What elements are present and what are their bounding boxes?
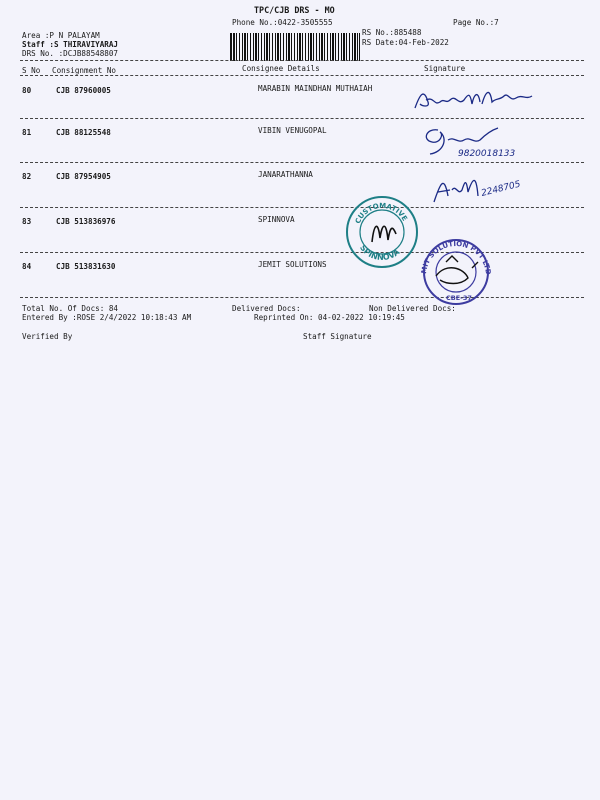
handwritten-phone: 9820018133 [458,149,516,159]
row-sno: 81 [22,128,32,137]
divider [20,297,584,298]
row-consignment: CJB 88125548 [56,128,111,137]
divider [20,118,584,119]
stamp-city-text: CBE-37 [446,294,472,302]
delivered-docs: Delivered Docs: [232,304,301,313]
row-consignee: SPINNOVA [258,215,295,224]
column-header-consignee: Consignee Details [242,64,320,73]
column-header-consignment: Consignment No [52,66,117,75]
row-consignment: CJB 513836976 [56,217,116,226]
stamp-text-bottom: SPINNOVA [357,243,402,263]
row-sno: 80 [22,86,32,95]
entered-by: Entered By :ROSE 2/4/2022 10:18:43 AM [22,313,192,322]
reprinted-on: Reprinted On: 04-02-2022 10:19:45 [254,313,405,322]
row-consignee: JEMIT SOLUTIONS [258,260,327,269]
document-title: TPC/CJB DRS - MO [254,5,335,15]
page-number: Page No.:7 [453,18,499,27]
column-header-signature: Signature [424,64,466,73]
divider [20,75,584,76]
row-consignment: CJB 87960005 [56,86,111,95]
row-consignee: MARABIN MAINDHAN MUTHAIAH [258,84,373,93]
company-stamp-spinnova [344,194,420,270]
stamp-ring-text: MIT SOLUTION PVT LTD [419,239,493,276]
row-sno: 84 [22,262,32,271]
divider [20,60,584,61]
staff-signature-label: Staff Signature [303,332,372,341]
svg-text:SPINNOVA [358,243,402,262]
staff-label: Staff :S THIRAVIYARAJ [22,40,119,49]
handwritten-number: 2248705 [480,179,522,199]
row-sno: 83 [22,217,32,226]
drs-number: DRS No. :DCJB88548807 [22,49,119,58]
barcode [230,33,360,61]
verified-by-label: Verified By [22,332,73,341]
column-header-sno: S No [22,66,41,75]
signature-row-80 [412,82,538,116]
row-sno: 82 [22,172,32,181]
divider [20,252,584,253]
total-docs: Total No. Of Docs: 84 [22,304,119,313]
row-consignment: CJB 87954905 [56,172,111,181]
row-consignee: JANARATHANNA [258,170,313,179]
signature-row-82 [430,166,560,210]
phone-number: Phone No.:0422-3505555 [232,18,333,27]
rs-number: RS No.:885488 [362,28,422,37]
stamp-text-top: CUSTOMATIVE [353,201,409,225]
row-consignment: CJB 513831630 [56,262,116,271]
svg-text:CUSTOMATIVE [354,202,409,225]
company-stamp-jemit [416,232,496,306]
svg-text:MIT SOLUTION PVT LTD [420,240,492,276]
non-delivered-docs: Non Delivered Docs: [369,304,456,313]
divider [20,162,584,163]
area-label: Area :P N PALAYAM [22,31,100,40]
row-consignee: VIBIN VENUGOPAL [258,126,327,135]
signature-row-81 [418,124,568,160]
rs-date: RS Date:04-Feb-2022 [362,38,449,47]
